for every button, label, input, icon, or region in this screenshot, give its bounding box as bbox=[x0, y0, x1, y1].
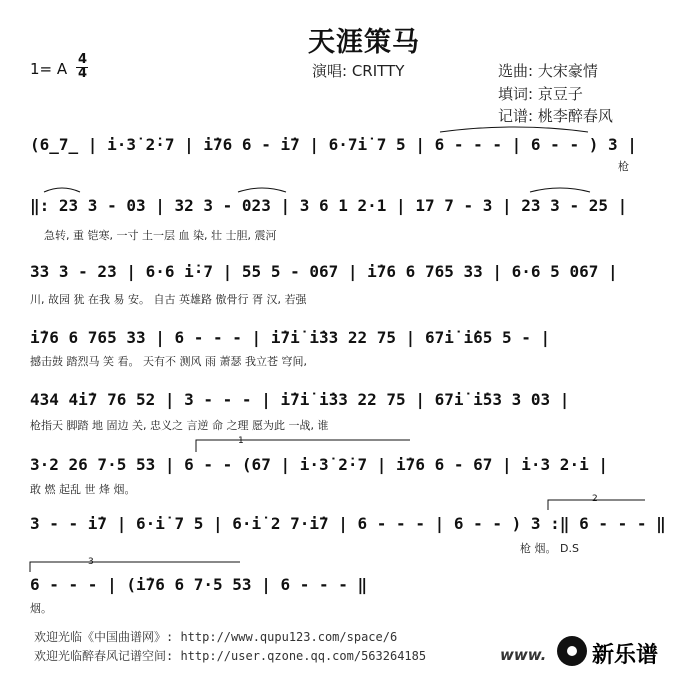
key-signature: 1= A bbox=[30, 60, 68, 78]
score-line-5-notes: 434 4i̇7 76 52 | 3 - - - | i̇7i̇ i̇33 22 75 | 67i̇ i̇53 3 03 | bbox=[30, 390, 570, 409]
score-line-8-notes: 6 - - - | (i̇76 6 7·5 53 | 6 - - - ‖ bbox=[30, 575, 368, 594]
slur-line-2c bbox=[530, 188, 590, 192]
singer: 演唱: CRITTY bbox=[312, 62, 405, 80]
score-line-7-notes: 3 - - i̇7 | 6·i̇ 7 5 | 6·i̇ 2 7·i̇7 | 6 - - - | 6 - - ) 3 :‖ 6 - - - ‖ bbox=[30, 514, 666, 533]
site-logo: 新乐谱 bbox=[592, 643, 659, 668]
transcriber: 记谱: 桃李醉春风 bbox=[498, 107, 613, 125]
score-line-1-notes: (6̲7̲ | i·3̇ 2̇·7 | i̇76 6 - i̇7 | 6·7i̇ 7 5 | 6 - - - | 6 - - ) 3 | bbox=[30, 135, 637, 154]
slur-line-2a bbox=[44, 188, 80, 192]
footer-www: www. bbox=[500, 646, 547, 664]
score-line-4-notes: i̇76 6 765 33 | 6 - - - | i̇7i̇ i̇33 22 75 | 67i̇ i̇65 5 - | bbox=[30, 328, 551, 347]
volta-2-number: 2 bbox=[592, 494, 598, 504]
volta-1-number: 1 bbox=[238, 436, 244, 446]
score-line-3-lyrics: 川, 故园 犹 在我 易 安。 自古 英雄路 傲骨行 胥 汉, 若强 bbox=[30, 293, 307, 306]
lyricist: 填词: 京豆子 bbox=[498, 85, 583, 103]
composer: 选曲: 大宋豪情 bbox=[498, 62, 598, 80]
volta-2-bracket bbox=[548, 500, 645, 510]
score-line-6-notes: 3·2 26 7·5 53 | 6 - - (67 | i·3̇ 2̇·7 | i̇76 6 - 67 | i·3 2·i | bbox=[30, 455, 608, 474]
score-line-1-lyrics: 枪 bbox=[618, 160, 629, 173]
score-line-8-lyrics: 烟。 bbox=[30, 602, 52, 615]
slur-line-2b bbox=[238, 188, 286, 192]
score-line-3-notes: 33 3 - 23 | 6·6 i̇·7 | 55 5 - 067 | i̇76 6 765 33 | 6·6 5 067 | bbox=[30, 262, 618, 281]
score-line-2-notes: ‖: 23 3 - 03 | 32 3 - 023 | 3 6 1 2·1 | 17 7 - 3 | 23 3 - 25 | bbox=[30, 196, 628, 215]
score-line-2-lyrics: 急转, 重 铠寒, 一寸 土一层 血 染, 壮 士胆, 震河 bbox=[44, 229, 277, 242]
time-signature-top: 4 bbox=[78, 52, 88, 67]
slur-line-1 bbox=[440, 127, 588, 132]
score-line-5-lyrics: 枪指天 脚踏 地 固边 关, 忠义之 言逆 命 之理 愿为此 一战, 谁 bbox=[30, 419, 329, 432]
volta-3-bracket bbox=[30, 562, 240, 572]
score-line-4-lyrics: 撼击鼓 踏烈马 笑 看。 天有不 测风 雨 萧瑟 我立苍 穹间, bbox=[30, 355, 307, 368]
volta-3-number: 3 bbox=[88, 557, 94, 567]
score-line-6-lyrics: 敢 燃 起乱 世 烽 烟。 bbox=[30, 483, 136, 496]
footer-line-1: 欢迎光临《中国曲谱网》: http://www.qupu123.com/space/6 bbox=[34, 630, 398, 644]
song-title: 天涯策马 bbox=[308, 27, 420, 58]
score-line-7-lyrics: 枪 烟。 D.S bbox=[520, 542, 579, 555]
time-signature-bottom: 4 bbox=[78, 66, 88, 81]
volta-1-bracket bbox=[196, 440, 410, 452]
footer-line-2: 欢迎光临醉春风记谱空间: http://user.qzone.qq.com/563264185 bbox=[34, 649, 427, 663]
